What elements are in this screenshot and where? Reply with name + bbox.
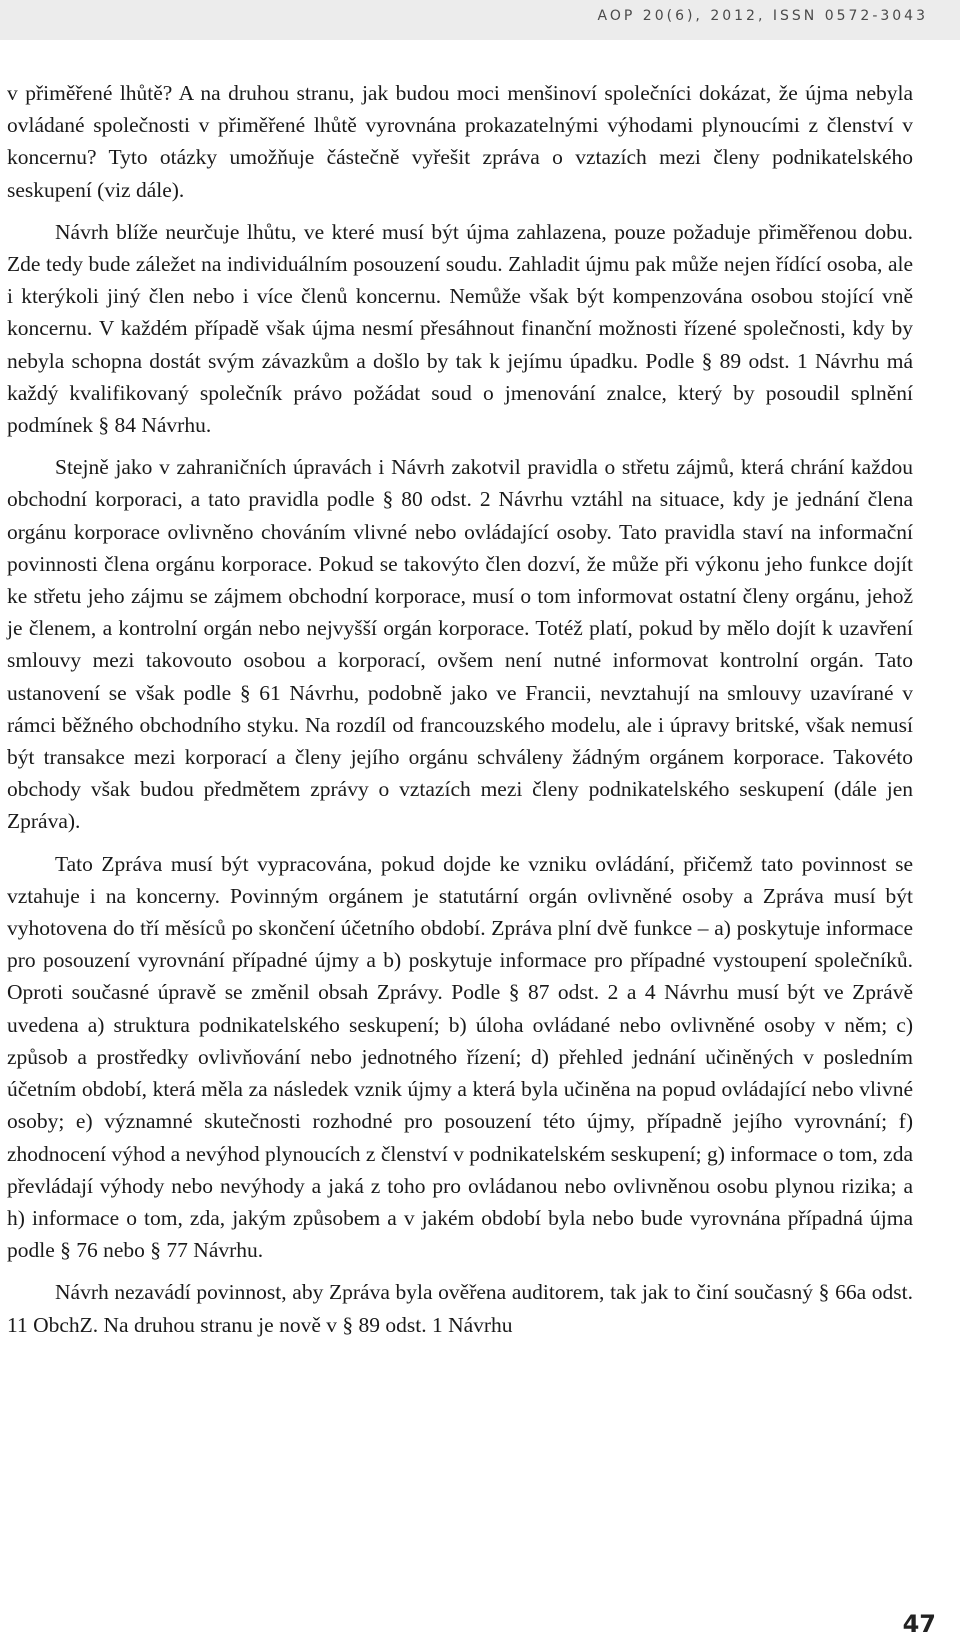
paragraph-4: Tato Zpráva musí být vypracována, pokud dojde ke vzniku ovládání, přičemž tato povinnost se vztahuje i na koncerny. Povinným orgánem je statutární orgán ovlivněné osoby a Zpráva musí být vyhotovena do tří měsíců po skončení účetního období. Zpráva plní dvě funkce – a) poskytuje informace pro posouzení vyrovnání případné újmy a b) poskytuje informace pro případné vystoupení společníků. Oproti současné úpravě se změnil obsah Zprávy. Podle § 87 odst. 2 a 4 Návrhu musí být ve Zprávě uvedena a) struktura podnikatelského seskupení; b) úloha ovládané nebo ovlivněné osoby v něm; c) způsob a prostředky ovlivňování nebo jednotného řízení; d) přehled jednání učiněných v posledním účetním období, která měla za následek vznik újmy a která byla učiněna na popud ovládající nebo vlivné osoby; e) významné skutečnosti rozhodné pro posouzení této újmy, případně jejího vyrovnání; f) zhodnocení výhod a nevýhod plynoucích z členství v podnikatelském seskupení; g) informace o tom, zda převládají výhody nebo nevýhody a jaká z toho pro ovládanou nebo ovlivněnou osobu plynou rizika; a h) informace o tom, zda, jakým způsobem a v jakém období byla nebo bude vyrovnána případná újma podle § 76 nebo § 77 Návrhu. — [7, 851, 913, 1263]
body-text — [7, 77, 913, 1351]
paragraph-3: Stejně jako v zahraničních úpravách i Návrh zakotvil pravidla o střetu zájmů, která chrání každou obchodní korporaci, a tato pravidla podle § 80 odst. 2 Návrhu vztáhl na situace, kdy je jednání člena orgánu korporace ovlivněno chováním vlivné nebo ovládající osoby. Tato pravidla staví na informační povinnosti člena orgánu korporace. Pokud se takovýto člen dozví, že může při výkonu jeho funkce dojít ke střetu jeho zájmu se zájmem obchodní korporace, musí o tom informovat ostatní členy orgánu, jehož je členem, a kontrolní orgán nebo nejvyšší orgán korporace. Totéž platí, pokud by mělo dojít k uzavření smlouvy mezi takovouto osobou a korporací, ovšem není nutné informovat kontrolní orgán. Tato ustanovení se však podle § 61 Návrhu, podobně jako ve Francii, nevztahují na smlouvy uzavírané v rámci běžného obchodního styku. Na rozdíl od francouzského modelu, ale i úpravy britské, však nemusí být transakce mezi korporací a členy jejího orgánu schváleny žádným orgánem korporace. Takovéto obchody však budou předmětem zprávy o vztazích mezi členy podnikatelského seskupení (dále jen Zpráva). — [7, 455, 913, 834]
paragraph-2: Návrh blíže neurčuje lhůtu, ve které musí být újma zahlazena, pouze požaduje přiměřenou dobu. Zde tedy bude záležet na individuálním posouzení soudu. Zahladit újmu pak může nejen řídící osoba, ale i kterýkoli jiný člen nebo i více členů koncernu. Nemůže však být kompenzována osobou stojící vně koncernu. V každém případě však újma nesmí přesáhnout finanční možnosti řízené společnosti, kdy by nebyla schopna dostát svým závazkům a došlo by tak k jejímu úpadku. Podle § 89 odst. 1 Návrhu má každý kvalifikovaný společník právo požádat soud o jmenování znalce, který by posoudil splnění podmínek § 84 Návrhu. — [7, 219, 913, 438]
paragraph-1: v přiměřené lhůtě? A na druhou stranu, jak budou moci menšinoví společníci dokázat, že újma nebyla ovládané společnosti v přiměřené lhůtě vyrovnána prokazatelnými výhodami plynoucími z členství v koncernu? Tyto otázky umožňuje částečně vyřešit zpráva o vztazích mezi členy podnikatelského seskupení (viz dále). — [7, 81, 913, 202]
journal-citation: AOP 20(6), 2012, ISSN 0572-3043 — [597, 8, 928, 24]
paragraph-5: Návrh nezavádí povinnost, aby Zpráva byla ověřena auditorem, tak jak to činí současný § 66a odst. 11 ObchZ. Na druhou stranu je nově v § 89 odst. 1 Návrhu — [7, 1280, 913, 1337]
page-number: 47 — [902, 1610, 936, 1638]
page-header — [0, 0, 960, 40]
